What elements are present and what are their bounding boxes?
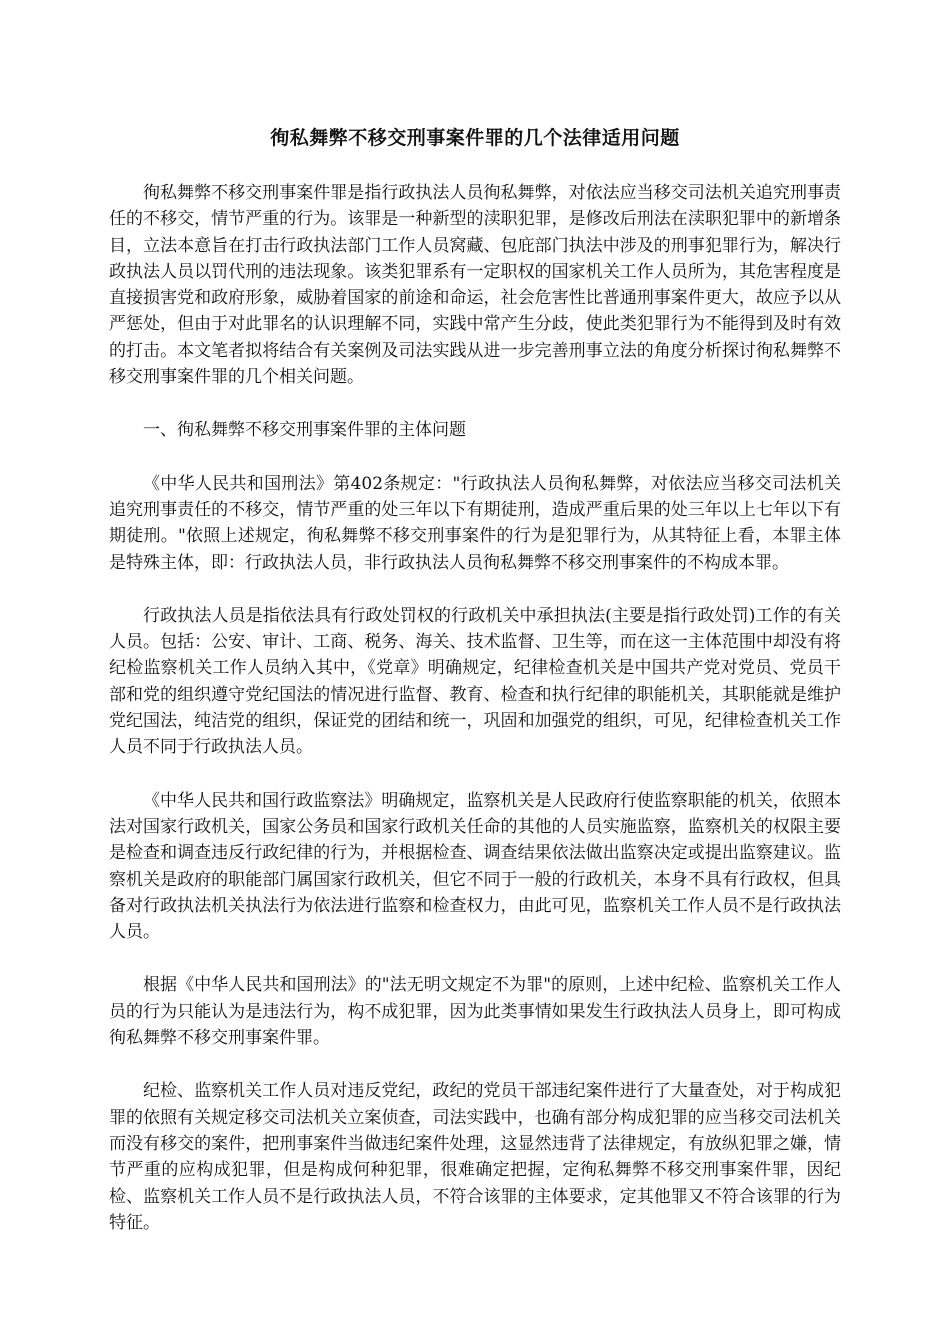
document-title: 徇私舞弊不移交刑事案件罪的几个法律适用问题 — [270, 127, 680, 149]
criminal-law-article-paragraph: 《中华人民共和国刑法》第402条规定："行政执法人员徇私舞弊，对依法应当移交司法机关追究刑事责任的不移交，情节严重的处三年以下有期徒刑，造成严重后果的处三年以上七年以下有期徒刑。"依照上述规定，徇私舞弊不移交刑事案件的行为是犯罪行为，从其特征上看，本罪主体是特殊主体，即：行政执法人员，非行政执法人员徇私舞弊不移交刑事案件的不构成本罪。 — [109, 473, 841, 573]
discipline-inspection-paragraph: 纪检、监察机关工作人员对违反党纪，政纪的党员干部违纪案件进行了大量查处，对于构成犯罪的依照有关规定移交司法机关立案侦查，司法实践中，也确有部分构成犯罪的应当移交司法机关而没有移交的案件，把刑事案件当做违纪案件处理，这显然违背了法律规定，有放纵犯罪之嫌，情节严重的应构成犯罪，但是构成何种犯罪，很难确定把握，定徇私舞弊不移交刑事案件罪，因纪检、监察机关工作人员不是行政执法人员，不符合该罪的主体要求，定其他罪又不符合该罪的行为特征。 — [109, 1081, 841, 1233]
section-heading-1: 一、徇私舞弊不移交刑事案件罪的主体问题 — [143, 420, 466, 441]
legality-principle-paragraph: 根据《中华人民共和国刑法》的"法无明文规定不为罪"的原则，上述中纪检、监察机关工作人员的行为只能认为是违法行为，构不成犯罪，因为此类事情如果发生行政执法人员身上，即可构成徇私舞弊不移交刑事案件罪。 — [109, 975, 841, 1049]
supervision-law-paragraph: 《中华人民共和国行政监察法》明确规定，监察机关是人民政府行使监察职能的机关，依照本法对国家行政机关，国家公务员和国家行政机关任命的其他的人员实施监察，监察机关的权限主要是检查和调查违反行政纪律的行为，并根据检查、调查结果依法做出监察决定或提出监察建议。监察机关是政府的职能部门属国家行政机关，但它不同于一般的行政机关，本身不具有行政权，但具备对行政执法机关执法行为依法进行监察和检查权力，由此可见，监察机关工作人员不是行政执法人员。 — [109, 790, 841, 943]
intro-paragraph: 徇私舞弊不移交刑事案件罪是指行政执法人员徇私舞弊，对依法应当移交司法机关追究刑事责任的不移交，情节严重的行为。该罪是一种新型的渎职犯罪，是修改后刑法在渎职犯罪中的新增条目，立法本意旨在打击行政执法部门工作人员窝藏、包庇部门执法中涉及的刑事犯罪行为，解决行政执法人员以罚代刑的违法现象。该类犯罪系有一定职权的国家机关工作人员所为，其危害程度是直接损害党和政府形象，威胁着国家的前途和命运，社会危害性比普通刑事案件更大，故应予以从严惩处，但由于对此罪名的认识理解不同，实践中常产生分歧，使此类犯罪行为不能得到及时有效的打击。本文笔者拟将结合有关案例及司法实践从进一步完善刑事立法的角度分析探讨徇私舞弊不移交刑事案件罪的几个相关问题。 — [109, 183, 841, 388]
law-enforcement-personnel-paragraph: 行政执法人员是指依法具有行政处罚权的行政机关中承担执法(主要是指行政处罚)工作的有关人员。包括：公安、审计、工商、税务、海关、技术监督、卫生等，而在这一主体范围中却没有将纪检监察机关工作人员纳入其中，《党章》明确规定，纪律检查机关是中国共产党对党员、党员干部和党的组织遵守党纪国法的情况进行监督、教育、检查和执行纪律的职能机关，其职能就是维护党纪国法，纯洁党的组织，保证党的团结和统一，巩固和加强党的组织，可见，纪律检查机关工作人员不同于行政执法人员。 — [109, 605, 841, 758]
document-body — [109, 180, 841, 1263]
